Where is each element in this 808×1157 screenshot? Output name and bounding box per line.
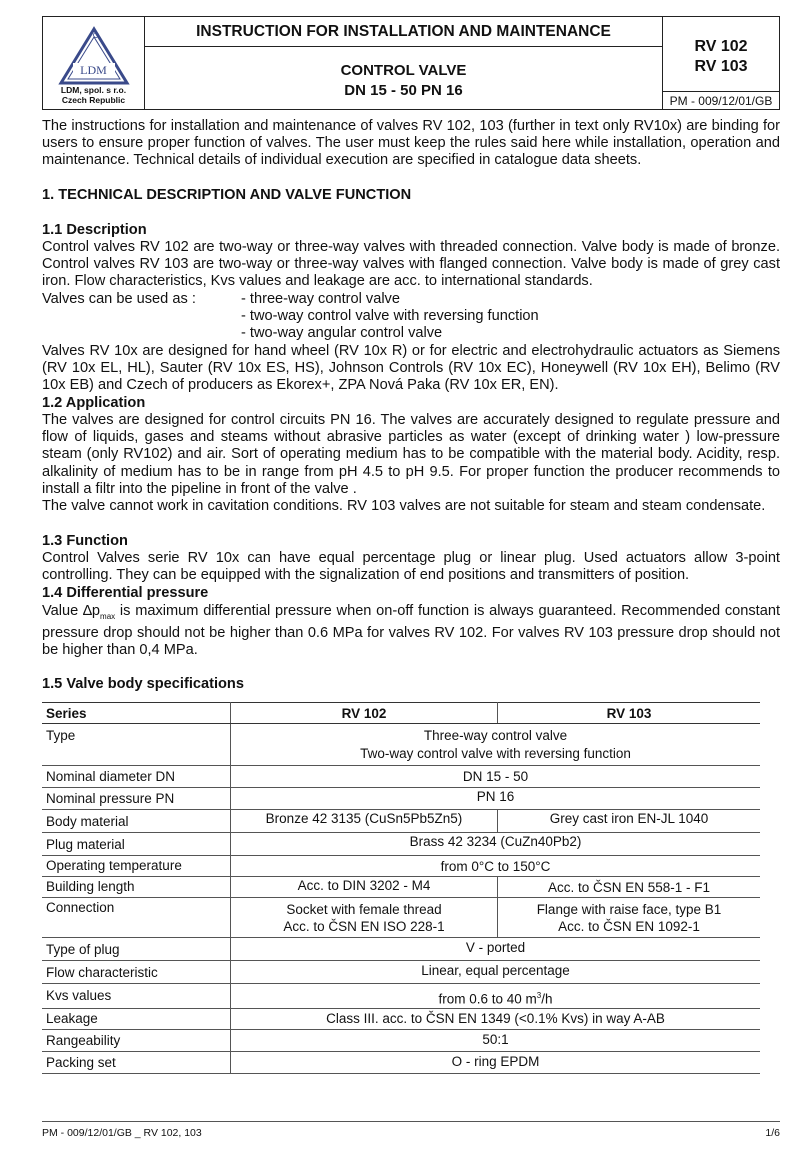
table-row xyxy=(42,938,760,961)
header-rv103: RV 103 xyxy=(498,703,761,724)
row-value xyxy=(231,984,761,1009)
section-1-1-heading: 1.1 Description xyxy=(42,222,147,238)
subtitle-range: DN 15 - 50 PN 16 xyxy=(344,82,463,99)
document-subtitle xyxy=(145,61,662,101)
row-label: Body material xyxy=(42,810,231,833)
row-value-rv102: Acc. to DIN 3202 - M4 xyxy=(231,877,498,898)
table-row xyxy=(42,898,760,938)
table-row xyxy=(42,877,760,898)
row-value-rv102 xyxy=(231,898,498,938)
table-row xyxy=(42,984,760,1009)
row-value: PN 16 xyxy=(231,788,761,810)
row-value: Brass 42 3234 (CuZn40Pb2) xyxy=(231,833,761,856)
row-label: Rangeability xyxy=(42,1029,231,1051)
table-row xyxy=(42,788,760,810)
company-country: Czech Republic xyxy=(61,95,126,105)
row-value: Linear, equal percentage xyxy=(231,961,761,984)
table-row xyxy=(42,961,760,984)
connection-rv103-line2: Acc. to ČSN EN 1092-1 xyxy=(558,919,700,934)
section-1-heading: 1. TECHNICAL DESCRIPTION AND VALVE FUNCTION xyxy=(42,187,412,203)
differential-pressure-text: is maximum differential pressure when on-off function is always guaranteed. Recommended constant pressure drop should not be higher than 0.6 MPa for valves RV 102. For valves RV 103 pressure drop should not be higher than 0,4 MPa. xyxy=(42,603,780,659)
ldm-logo-icon xyxy=(43,23,145,93)
kvs-unit: /h xyxy=(541,991,553,1007)
row-label: Leakage xyxy=(42,1008,231,1029)
page-footer xyxy=(42,1121,780,1139)
row-label: Nominal diameter DN xyxy=(42,766,231,788)
row-value: Class III. acc. to ČSN EN 1349 (<0.1% Kvs) in way A-AB xyxy=(231,1008,761,1029)
table-row xyxy=(42,766,760,788)
row-label: Building length xyxy=(42,877,231,898)
row-label: Plug material xyxy=(42,833,231,856)
connection-rv102-line2: Acc. to ČSN EN ISO 228-1 xyxy=(283,919,445,934)
table-row xyxy=(42,833,760,856)
footer-doc-ref: PM - 009/12/01/GB _ RV 102, 103 xyxy=(42,1127,202,1139)
row-label: Connection xyxy=(42,898,231,938)
valve-spec-table xyxy=(42,702,760,1074)
value-word: Value xyxy=(42,603,83,619)
table-row xyxy=(42,810,760,833)
connection-rv102-line1: Socket with female thread xyxy=(286,902,442,917)
table-row xyxy=(42,856,760,877)
header-rv102: RV 102 xyxy=(231,703,498,724)
uses-list xyxy=(241,291,539,343)
table-row xyxy=(42,1008,760,1029)
header-series: Series xyxy=(42,703,231,724)
table-row xyxy=(42,1029,760,1051)
section-1-5-heading: 1.5 Valve body specifications xyxy=(42,676,244,692)
section-1-3-heading: 1.3 Function xyxy=(42,533,128,549)
table-row xyxy=(42,724,760,766)
subtitle-product: CONTROL VALVE xyxy=(340,62,467,79)
logo-text: LDM xyxy=(80,63,107,77)
logo-cell xyxy=(43,17,145,109)
section-1-4-paragraph xyxy=(42,603,780,660)
uses-label: Valves can be used as : xyxy=(42,291,196,307)
use-item: - three-way control valve xyxy=(241,291,400,307)
row-value-rv103: Acc. to ČSN EN 558-1 - F1 xyxy=(498,877,761,898)
kvs-value: from 0.6 to 40 m xyxy=(438,991,537,1007)
section-1-1-paragraph: Control valves RV 102 are two-way or three-way valves with threaded connection. Valve body is made of bronze. Control valves RV 103 are two-way or three-way valves with flanged connection. Valve body is made of grey cast iron. Flow characteristics, Kvs values and leakage are acc. to international standards. xyxy=(42,239,780,290)
row-label: Packing set xyxy=(42,1051,231,1073)
row-value-rv103: Grey cast iron EN-JL 1040 xyxy=(498,810,761,833)
model-rv103: RV 103 xyxy=(694,58,748,75)
document-code: PM - 009/12/01/GB xyxy=(663,91,779,111)
title-cell xyxy=(145,17,663,109)
row-value xyxy=(231,724,761,766)
use-item: - two-way control valve with reversing function xyxy=(241,308,539,325)
table-header-row xyxy=(42,703,760,724)
row-value-rv103 xyxy=(498,898,761,938)
section-1-3-paragraph: Control Valves serie RV 10x can have equal percentage plug or linear plug. Used actuators allow 3-point controlling. They can be equipped with the signalization of end positions and transmitters of position. xyxy=(42,550,780,584)
section-1-2-heading: 1.2 Application xyxy=(42,395,146,411)
row-value-rv102: Bronze 42 3135 (CuSn5Pb5Zn5) xyxy=(231,810,498,833)
row-value: O - ring EPDM xyxy=(231,1051,761,1073)
table-row xyxy=(42,1051,760,1073)
row-label: Type of plug xyxy=(42,938,231,961)
document-header xyxy=(42,16,780,110)
delta-p-subscript: max xyxy=(100,611,116,621)
model-cell xyxy=(663,17,779,109)
model-codes xyxy=(663,37,779,77)
type-value-1: Three-way control valve xyxy=(423,728,568,743)
row-value: from 0°C to 150°C xyxy=(231,856,761,877)
row-label: Nominal pressure PN xyxy=(42,788,231,810)
row-value: DN 15 - 50 xyxy=(231,766,761,788)
model-rv102: RV 102 xyxy=(694,38,748,55)
company-name: LDM, spol. s r.o. xyxy=(60,85,127,95)
row-value: V - ported xyxy=(231,938,761,961)
document-title: INSTRUCTION FOR INSTALLATION AND MAINTENANCE xyxy=(145,17,662,47)
delta-p-symbol: ∆p xyxy=(83,603,101,619)
section-1-2-cavitation: The valve cannot work in cavitation conditions. RV 103 valves are not suitable for steam and steam condensate. xyxy=(42,498,766,514)
page-number: 1/6 xyxy=(765,1127,780,1139)
intro-paragraph: The instructions for installation and maintenance of valves RV 102, 103 (further in text only RV10x) are binding for users to ensure proper function of valves. The user must keep the rules said here while installation, operation and maintenance. Technical details of individual execution are specified in catalogue data sheets. xyxy=(42,118,780,169)
row-label: Kvs values xyxy=(42,984,231,1009)
kvs-superscript: 3 xyxy=(536,991,542,1000)
section-1-1-actuators: Valves RV 10x are designed for hand wheel (RV 10x R) or for electric and electrohydraulic actuators as Siemens (RV 10x EL, HL), Sauter (RV 10x ES, HS), Johnson Controls (RV 10x EC), Honeywell (RV 10x EH), Belimo (RV 10x EB) and Czech of producers as Ekorex+, ZPA Nová Paka (RV 10x ER, EN). xyxy=(42,343,780,394)
row-label: Operating temperature xyxy=(42,856,231,877)
row-label: Type xyxy=(42,724,231,766)
connection-rv103-line1: Flange with raise face, type B1 xyxy=(536,902,722,917)
section-1-2-paragraph: The valves are designed for control circuits PN 16. The valves are accurately designed to regulate pressure and flow of liquids, gases and steams without abrasive particles as water (except of drinking water ) low-pressure steam (only RV102) and air. Sort of operating medium has to be compatible with the material body. Acidity, resp. alkalinity of medium has to be in range from pH 4.5 to pH 9.5. For proper function the producer recommends to install a filtr into the pipeline in front of the valve . xyxy=(42,412,780,497)
row-label: Flow characteristic xyxy=(42,961,231,984)
section-1-4-heading: 1.4 Differential pressure xyxy=(42,585,209,601)
type-value-2: Two-way control valve with reversing function xyxy=(360,746,631,761)
row-value: 50:1 xyxy=(231,1029,761,1051)
use-item: - two-way angular control valve xyxy=(241,325,443,342)
